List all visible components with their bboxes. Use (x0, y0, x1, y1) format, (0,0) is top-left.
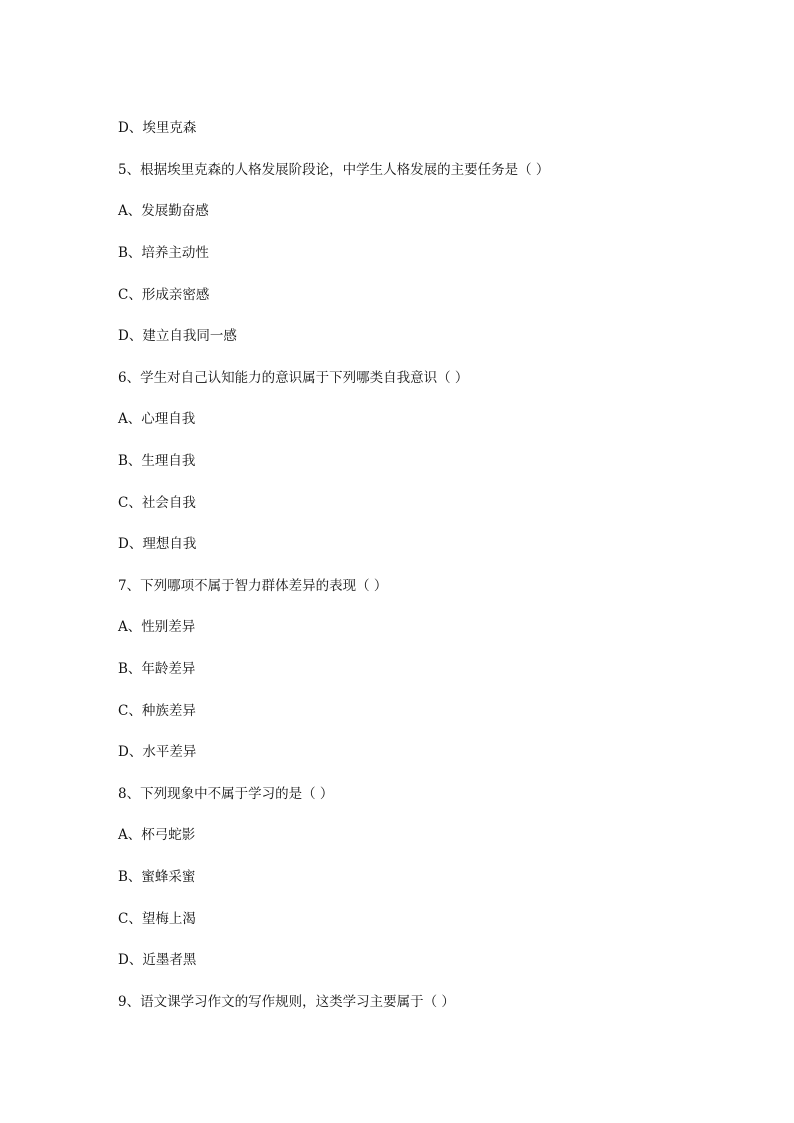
option-c-q7: C、种族差异 (118, 703, 196, 719)
option-c-q8: C、望梅上渴 (118, 911, 196, 927)
option-b-q6: B、生理自我 (118, 453, 196, 469)
option-d-q5: D、建立自我同一感 (118, 328, 237, 344)
question-8: 8、下列现象中不属于学习的是（ ） (118, 786, 334, 802)
option-a-q7: A、性别差异 (118, 619, 196, 635)
option-b-q8: B、蜜蜂采蜜 (118, 869, 196, 885)
option-c-q5: C、形成亲密感 (118, 287, 210, 303)
question-7: 7、下列哪项不属于智力群体差异的表现（ ） (118, 578, 388, 594)
question-9: 9、语文课学习作文的写作规则，这类学习主要属于（ ） (118, 994, 455, 1010)
option-a-q6: A、心理自我 (118, 411, 196, 427)
question-5: 5、根据埃里克森的人格发展阶段论，中学生人格发展的主要任务是（ ） (118, 162, 550, 178)
option-c-q6: C、社会自我 (118, 495, 196, 511)
option-d-q8: D、近墨者黑 (118, 952, 197, 968)
question-6: 6、学生对自己认知能力的意识属于下列哪类自我意识（ ） (118, 370, 469, 386)
option-a-q5: A、发展勤奋感 (118, 203, 209, 219)
option-a-q8: A、杯弓蛇影 (118, 827, 196, 843)
option-d-q7: D、水平差异 (118, 744, 197, 760)
option-b-q7: B、年龄差异 (118, 661, 196, 677)
option-b-q5: B、培养主动性 (118, 245, 209, 261)
option-d-q4: D、埃里克森 (118, 120, 197, 136)
option-d-q6: D、理想自我 (118, 536, 197, 552)
